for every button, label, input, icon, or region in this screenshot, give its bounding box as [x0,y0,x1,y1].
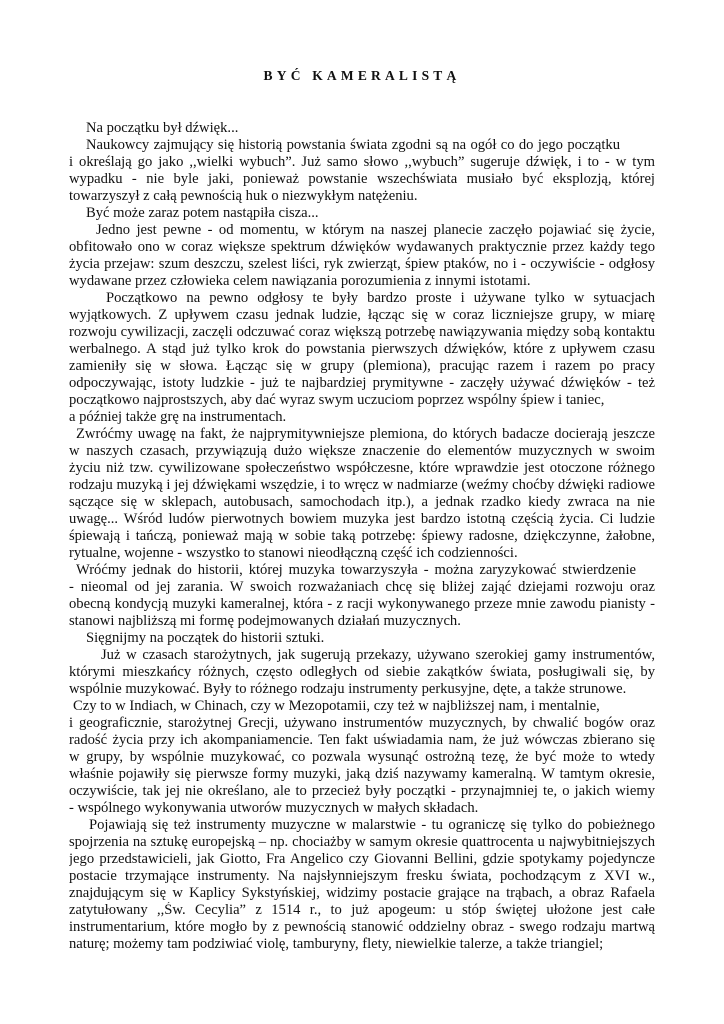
text-line: sączące się w sklepach, autobusach, samochodach itp.), a jednak rzadko kiedy zwraca na nie [69,494,655,510]
text-line: którymi mieszkańcy różnych, często odległych od siebie zakątków świata, posługiwali się, by [69,664,655,680]
text-line: Już w czasach starożytnych, jak sugerują przekazy, używano szerokiej gamy instrumentów, [101,647,655,663]
text-line: wydawane przez człowieka celem nawiązania porozumienia z innymi istotami. [69,273,531,289]
text-line: towarzyszył z całą pewnością huk o niezwykłym natężeniu. [69,188,418,204]
text-line: spojrzenia na sztukę europejską – np. chociażby w samym okresie quattrocenta u najwybitniejszych [69,834,655,850]
text-line: znajdującym się w Kaplicy Sykstyńskiej, widzimy postacie grające na trąbach, a obraz Rafaela [69,885,655,901]
text-line: Pojawiają się też instrumenty muzyczne w malarstwie - tu ograniczę się tylko do pobieżnego [89,817,655,833]
text-line: uwagę... Wśród ludów pierwotnych bowiem muzyka jest bardzo istotną częścią życia. Ci ludzie [69,511,655,527]
text-line: a później także grę na instrumentach. [69,409,287,425]
text-line: - wspólnego wykonywania utworów muzycznych w małych składach. [69,800,479,816]
text-line: wypadku - nie byle jaki, ponieważ powstanie wszechświata musiało być eksplozją, której [69,171,655,187]
text-line: życia przejaw: szum deszczu, szelest liści, ryk zwierząt, śpiew ptaków, no i - oczywiście - odgłosy [69,256,655,272]
text-line: Być może zaraz potem nastąpiła cisza... [86,205,319,221]
text-line: obecną kondycją muzyki kameralnej, która - z racji wykonywanego przeze mnie zawodu pianisty - [69,596,655,612]
text-line: zatytułowany ,,Św. Cecylia” z 1514 r., to już apogeum: u stóp świętej ułożone jest całe [69,902,655,918]
text-line: naturę; możemy tam podziwiać violę, tamburyny, flety, niewielkie talerze, a także triangiel; [69,936,604,952]
text-line: instrumentarium, które mogło by z pewnością stanowić oddzielny obraz - swego rodzaju martwą [69,919,655,935]
text-line: właśnie pojawiły się pierwsze formy muzyki, jaką dziś nazywamy kameralną. W tamtym okresie, [69,766,655,782]
text-line: wspólnie muzykować. Były to różnego rodzaju instrumenty perkusyjne, dęte, a także strunowe. [69,681,627,697]
text-line: Początkowo na pewno odgłosy te były bardzo proste i używane tylko w sytuacjach [106,290,655,306]
text-line: odpoczywając, istoty ludzkie - już te najbardziej prymitywne - zaczęły używać dźwięków - też [69,375,655,391]
text-line: początkowo najprostszych, aby dać wyraz swym uczuciom poprzez wspólny śpiew i taniec, [69,392,605,408]
text-line: życiu niż tzw. cywilizowane społeczeństwo współczesne, które wprawdzie jest otoczone różnego [69,460,655,476]
text-line: rozwoju cywilizacji, zaczęli odczuwać coraz większą potrzebę nawiązywania między sobą kontaktu [69,324,655,340]
text-line: Zwróćmy uwagę na fakt, że najprymitywniejsze plemiona, do których badacze docierają jeszcze [76,426,655,442]
text-line: Czy to w Indiach, w Chinach, czy w Mezopotamii, czy też w najbliższej nam, i mentalnie, [73,698,600,714]
text-line: i określają go jako ,,wielki wybuch”. Już samo słowo ,,wybuch” sugeruje dźwięk, i to - w tym [69,154,655,170]
text-line: Naukowcy zajmujący się historią powstania świata zgodni są na ogół co do jego początku [86,137,620,153]
text-line: Jedno jest pewne - od momentu, w którym na naszej planecie zaczęło pojawiać się życie, [96,222,655,238]
text-line: rytualne, wojenne - wszystko to stanowi nieodłączną część ich codzienności. [69,545,518,561]
text-line: śpiewają i tańczą, ponieważ mają w sobie taką potrzebę: śpiewy radosne, dziękczynne, żałobne, [69,528,655,544]
text-line: w naszych czasach, przywiązują dużo większe znaczenie do elementów muzycznych w swoim [69,443,655,459]
text-line: Sięgnijmy na początek do historii sztuki. [86,630,325,646]
text-line: wyjątkowych. Z upływem czasu jednak ludzie, łącząc się w coraz liczniejsze grupy, w miarę [69,307,655,323]
document-title: BYĆ KAMERALISTĄ [263,68,461,83]
text-line: rodzaju muzyką i jej dźwiękami wszędzie, i to wręcz w nadmiarze (weźmy choćby dźwięki radiowe [69,477,655,493]
text-line: obfitowało ono w coraz większe spektrum dźwięków wydawanych praktycznie przez każdy tego [69,239,655,255]
text-line: oczywiście, tak jej nie określano, ale to przecież były początki - przynajmniej te, o jakich wiemy [69,783,655,799]
text-line: werbalnego. A stąd już tylko krok do powstania pierwszych dźwięków, które z upływem czasu [69,341,655,357]
text-line: i geograficznie, starożytnej Grecji, używano instrumentów muzycznych, by chwalić bogów oraz [69,715,655,731]
text-line: w grupy, by wspólnie muzykować, co pozwala wysunąć ostrożną tezę, że być może to wtedy [69,749,655,765]
text-line: stanowi najbliższą mi formę podejmowanych działań muzycznych. [69,613,461,629]
text-line: postacie trzymające instrumenty. Na najsłynniejszym fresku świata, pochodzącym z XVI w., [69,868,655,884]
text-line: Na początku był dźwięk... [86,120,239,136]
text-line: zamieniły się w słowa. Łącząc się w grupy (plemiona), pracując razem i razem po pracy [69,358,655,374]
text-line: jego przedstawicieli, jak Giotto, Fra Angelico czy Giovanni Bellini, gdzie spotykamy pojedyncze [69,851,655,867]
text-line: Wróćmy jednak do historii, której muzyka towarzyszyła - można zaryzykować stwierdzenie [76,562,636,578]
text-line: radość życia przy ich akompaniamencie. Ten fakt uświadamia nam, że już wówczas zbierano się [69,732,655,748]
text-line: - nieomal od jej zarania. W swoich rozważaniach chcę się bliżej zająć dziejami rozwoju oraz [69,579,655,595]
